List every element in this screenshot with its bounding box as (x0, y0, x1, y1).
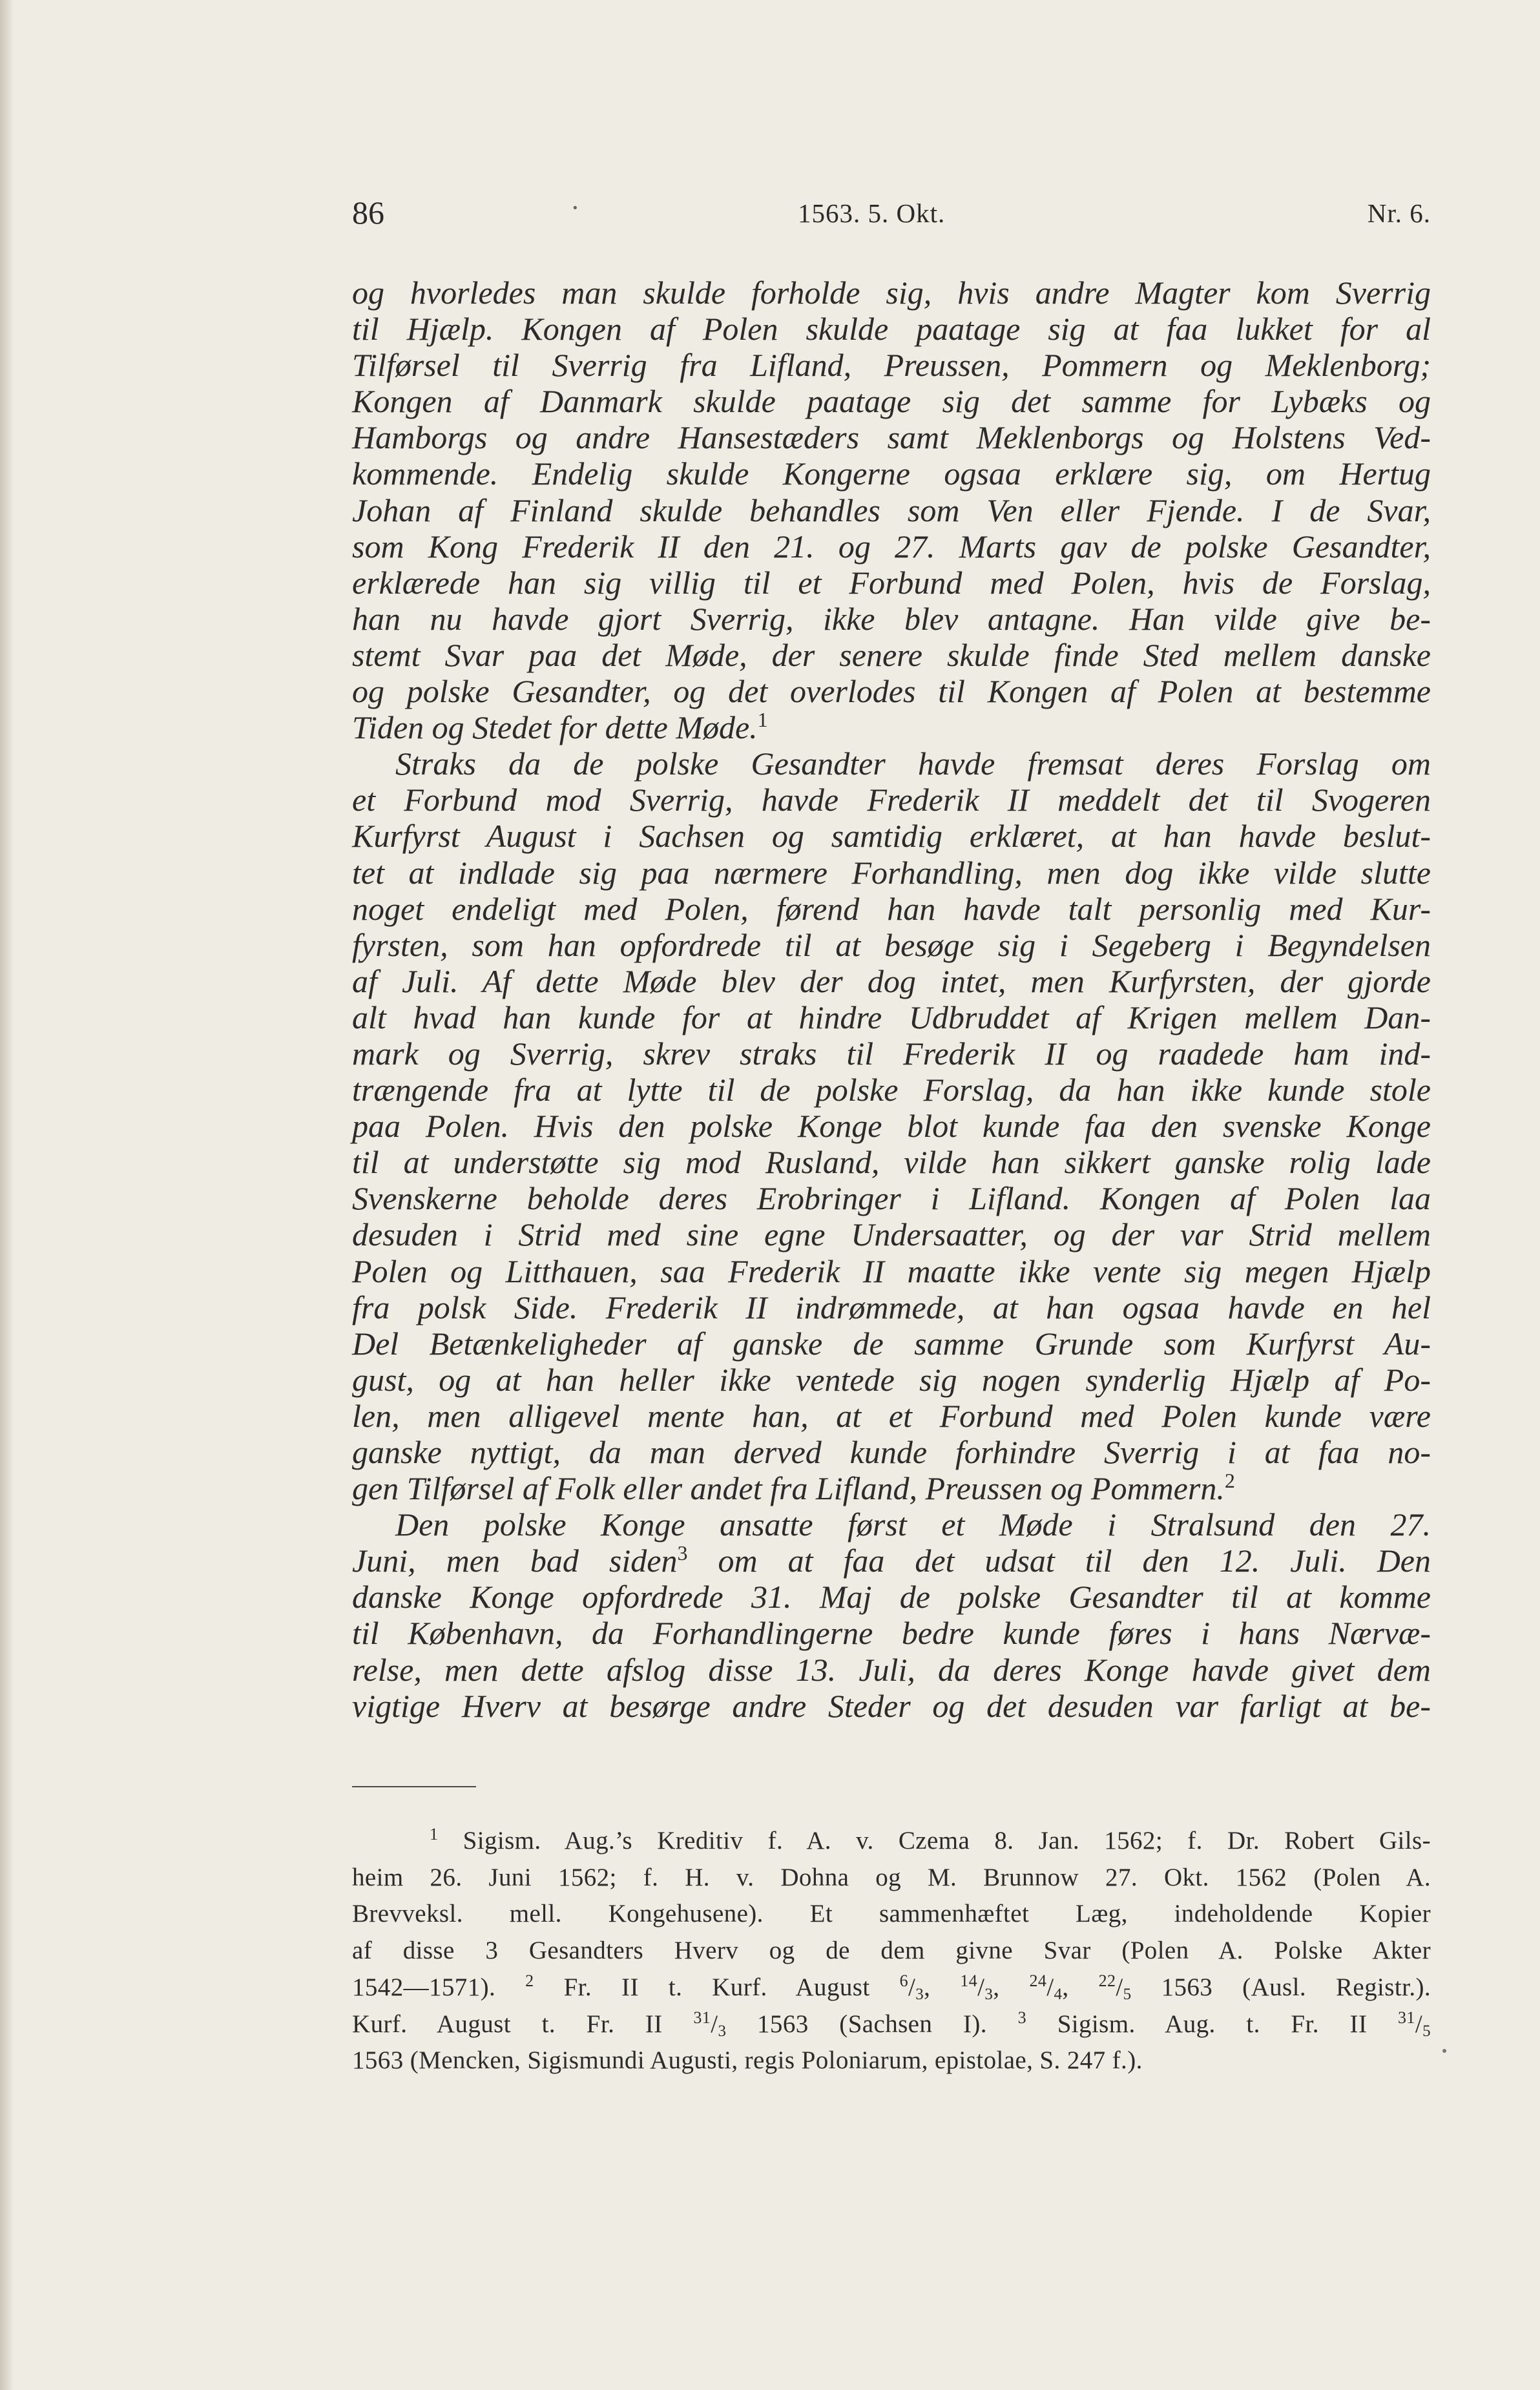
text-line: ganske nyttigt, da man derved kunde forhindre Sverrig i at faa no- (352, 1434, 1431, 1470)
text-line: og polske Gesandter, og det overlodes til Kongen af Polen at bestemme (352, 673, 1431, 710)
fraction-denominator: 3 (718, 2022, 727, 2040)
text-line: Kongen af Danmark skulde paatage sig det samme for Lybæks og (352, 383, 1431, 420)
text-line: stemt Svar paa det Møde, der senere skulde finde Sted mellem danske (352, 636, 1431, 673)
text-segment: 1563 (Sachsen I). (757, 2010, 987, 2038)
text-line (352, 1543, 1431, 1579)
text-line: til København, da Forhandlingerne bedre kunde føres i hans Nærvæ- (352, 1615, 1431, 1652)
text-segment: Sigism. Aug. t. Fr. II (1057, 2010, 1368, 2038)
fraction-numerator: 24 (1029, 1971, 1047, 1990)
footnote-ref: 2 (1224, 1469, 1235, 1493)
text-line: vigtige Hverv at besørge andre Steder og det desuden var farligt at be- (352, 1687, 1431, 1724)
text-line: til at understøtte sig mod Rusland, vilde han sikkert ganske rolig lade (352, 1144, 1431, 1181)
text-line: han nu havde gjort Sverrig, ikke blev antagne. Han vilde give be- (352, 600, 1431, 637)
fraction-numerator: 31 (1398, 2008, 1415, 2027)
text-line: Straks da de polske Gesandter havde fremsat deres Forslag om (395, 745, 1431, 782)
fraction-numerator: 22 (1098, 1971, 1116, 1990)
text-line (352, 709, 1431, 745)
footnote-line (352, 2006, 1431, 2043)
footnote-mark: 1 (430, 1825, 439, 1844)
fraction-denominator: 3 (915, 1985, 924, 2003)
footnote-rule (352, 1786, 476, 1787)
page-number: 86 (352, 194, 384, 231)
text-line: gust, og at han heller ikke ventede sig nogen synderlig Hjælp af Po- (352, 1361, 1431, 1398)
document-number: Nr. 6. (1367, 198, 1431, 228)
text-segment: Kurf. August t. Fr. II (352, 2010, 663, 2038)
print-speck (1442, 2049, 1446, 2053)
text-line: danske Konge opfordrede 31. Maj de polske Gesandter til at komme (352, 1579, 1431, 1616)
fraction-denominator: 3 (984, 1985, 994, 2003)
fraction-numerator: 6 (899, 1971, 908, 1990)
text-line (352, 1470, 1431, 1506)
text-segment: gen Tilførsel af Folk eller andet fra Lifland, Preussen og Pommern. (352, 1470, 1225, 1507)
footnote-ref: 1 (757, 708, 768, 732)
fraction-numerator: 14 (960, 1971, 978, 1990)
footnote-mark: 2 (525, 1971, 534, 1990)
text-line: relse, men dette afslog disse 13. Juli, da deres Konge havde givet dem (352, 1651, 1431, 1688)
text-segment: 1563 (Ausl. Registr.). (1161, 1973, 1431, 2001)
text-line: Svenskerne beholde deres Erobringer i Lifland. Kongen af Polen laa (352, 1180, 1431, 1217)
fraction-denominator: 5 (1123, 1985, 1132, 2003)
text-line: alt hvad han kunde for at hindre Udbruddet af Krigen mellem Dan- (352, 999, 1431, 1035)
date-fraction: $^{31}/_5$ (1398, 2008, 1431, 2040)
header-date: 1563. 5. Okt. (798, 198, 946, 228)
binding-shadow (0, 0, 14, 2390)
fraction-denominator: 5 (1422, 2022, 1431, 2040)
text-line: som Kong Frederik II den 21. og 27. Marts gav de polske Gesandter, (352, 528, 1431, 565)
text-line: fyrsten, som han opfordrede til at besøge sig i Segeberg i Begyndelsen (352, 926, 1431, 963)
main-text (352, 275, 1431, 1724)
date-fraction: $^{31}/_3$ (693, 2008, 727, 2040)
text-line: mark og Sverrig, skrev straks til Frederik II og raadede ham ind- (352, 1035, 1431, 1072)
text-line: Polen og Litthauen, saa Frederik II maatte ikke vente sig megen Hjælp (352, 1252, 1431, 1289)
footnote-line: 1563 (Mencken, Sigismundi Augusti, regis Poloniarum, epistolae, S. 247 f.). (352, 2046, 1143, 2075)
footnote-line: Brevveksl. mell. Kongehusene). Et sammenhæftet Læg, indeholdende Kopier (352, 1900, 1431, 1928)
text-segment: 1542—1571). (352, 1973, 496, 2001)
footnote-ref: 3 (677, 1541, 688, 1565)
text-line: Hamborgs og andre Hansestæders samt Meklenborgs og Holstens Ved- (352, 419, 1431, 456)
footnote-line: af disse 3 Gesandters Hverv og de dem givne Svar (Polen A. Polske Akter (352, 1937, 1431, 1965)
text-line: erklærede han sig villig til et Forbund med Polen, hvis de Forslag, (352, 564, 1431, 601)
date-fraction: $^{24}/_4$ (1029, 1971, 1063, 2003)
text-segment: om at faa det udsat til den 12. Juli. Den (718, 1543, 1431, 1579)
text-line: og hvorledes man skulde forholde sig, hvis andre Magter kom Sverrig (352, 275, 1431, 311)
footnotes (352, 1823, 1431, 2079)
text-line: Den polske Konge ansatte først et Møde i Stralsund den 27. (395, 1506, 1431, 1543)
fraction-numerator: 31 (693, 2008, 711, 2027)
date-fraction: $^{14}/_3$ (960, 1971, 994, 2003)
footnote-line (352, 1823, 1431, 1860)
date-fraction: $^{22}/_5$ (1098, 1971, 1132, 2003)
running-header (352, 194, 1431, 233)
date-fraction: $^6/_3$ (899, 1971, 924, 2003)
text-line: tet at indlade sig paa nærmere Forhandling, men dog ikke vilde slutte (352, 854, 1431, 891)
text-line: noget endeligt med Polen, førend han havde talt personlig med Kur- (352, 890, 1431, 927)
text-line: desuden i Strid med sine egne Undersaatter, og der var Strid mellem (352, 1216, 1431, 1253)
text-segment: Sigism. Aug.’s Kreditiv f. A. v. Czema 8. Jan. 1562; f. Dr. Robert Gils- (463, 1827, 1431, 1855)
header-separator: · (570, 192, 580, 223)
text-line: til Hjælp. Kongen af Polen skulde paatage sig at faa lukket for al (352, 311, 1431, 348)
text-segment: Tiden og Stedet for dette Møde. (352, 709, 758, 746)
footnote-mark: 3 (1017, 2008, 1026, 2027)
text-line: len, men alligevel mente han, at et Forbund med Polen kunde være (352, 1397, 1431, 1434)
text-line: Johan af Finland skulde behandles som Ven eller Fjende. I de Svar, (352, 492, 1431, 528)
footnote-line: heim 26. Juni 1562; f. H. v. Dohna og M. Brunnow 27. Okt. 1562 (Polen A. (352, 1863, 1431, 1891)
text-line: kommende. Endelig skulde Kongerne ogsaa erklære sig, om Hertug (352, 455, 1431, 492)
text-segment: Fr. II t. Kurf. August (563, 1973, 870, 2001)
text-segment: Juni, men bad siden (352, 1543, 678, 1579)
text-line: et Forbund mod Sverrig, havde Frederik II meddelt det til Svogeren (352, 782, 1431, 818)
text-line: fra polsk Side. Frederik II indrømmede, at han ogsaa havde en hel (352, 1289, 1431, 1325)
text-line: af Juli. Af dette Møde blev der dog intet, men Kurfyrsten, der gjorde (352, 962, 1431, 999)
text-line: Tilførsel til Sverrig fra Lifland, Preussen, Pommern og Meklenborg; (352, 347, 1431, 384)
fraction-denominator: 4 (1054, 1985, 1063, 2003)
text-line: paa Polen. Hvis den polske Konge blot kunde faa den svenske Konge (352, 1108, 1431, 1145)
text-line: Del Betænkeligheder af ganske de samme Grunde som Kurfyrst Au- (352, 1325, 1431, 1362)
footnote-line: 1542—1571). $^2$ Fr. II t. Kurf. August $^6/_3$, $^{14}/_3$, $^{24}/_4$, $^{22}/_5$ 1563 (Ausl. Registr.). (352, 1971, 1431, 2003)
text-line: Kurfyrst August i Sachsen og samtidig erklæret, at han havde beslut- (352, 818, 1431, 855)
text-line: trængende fra at lytte til de polske Forslag, da han ikke kunde stole (352, 1072, 1431, 1108)
